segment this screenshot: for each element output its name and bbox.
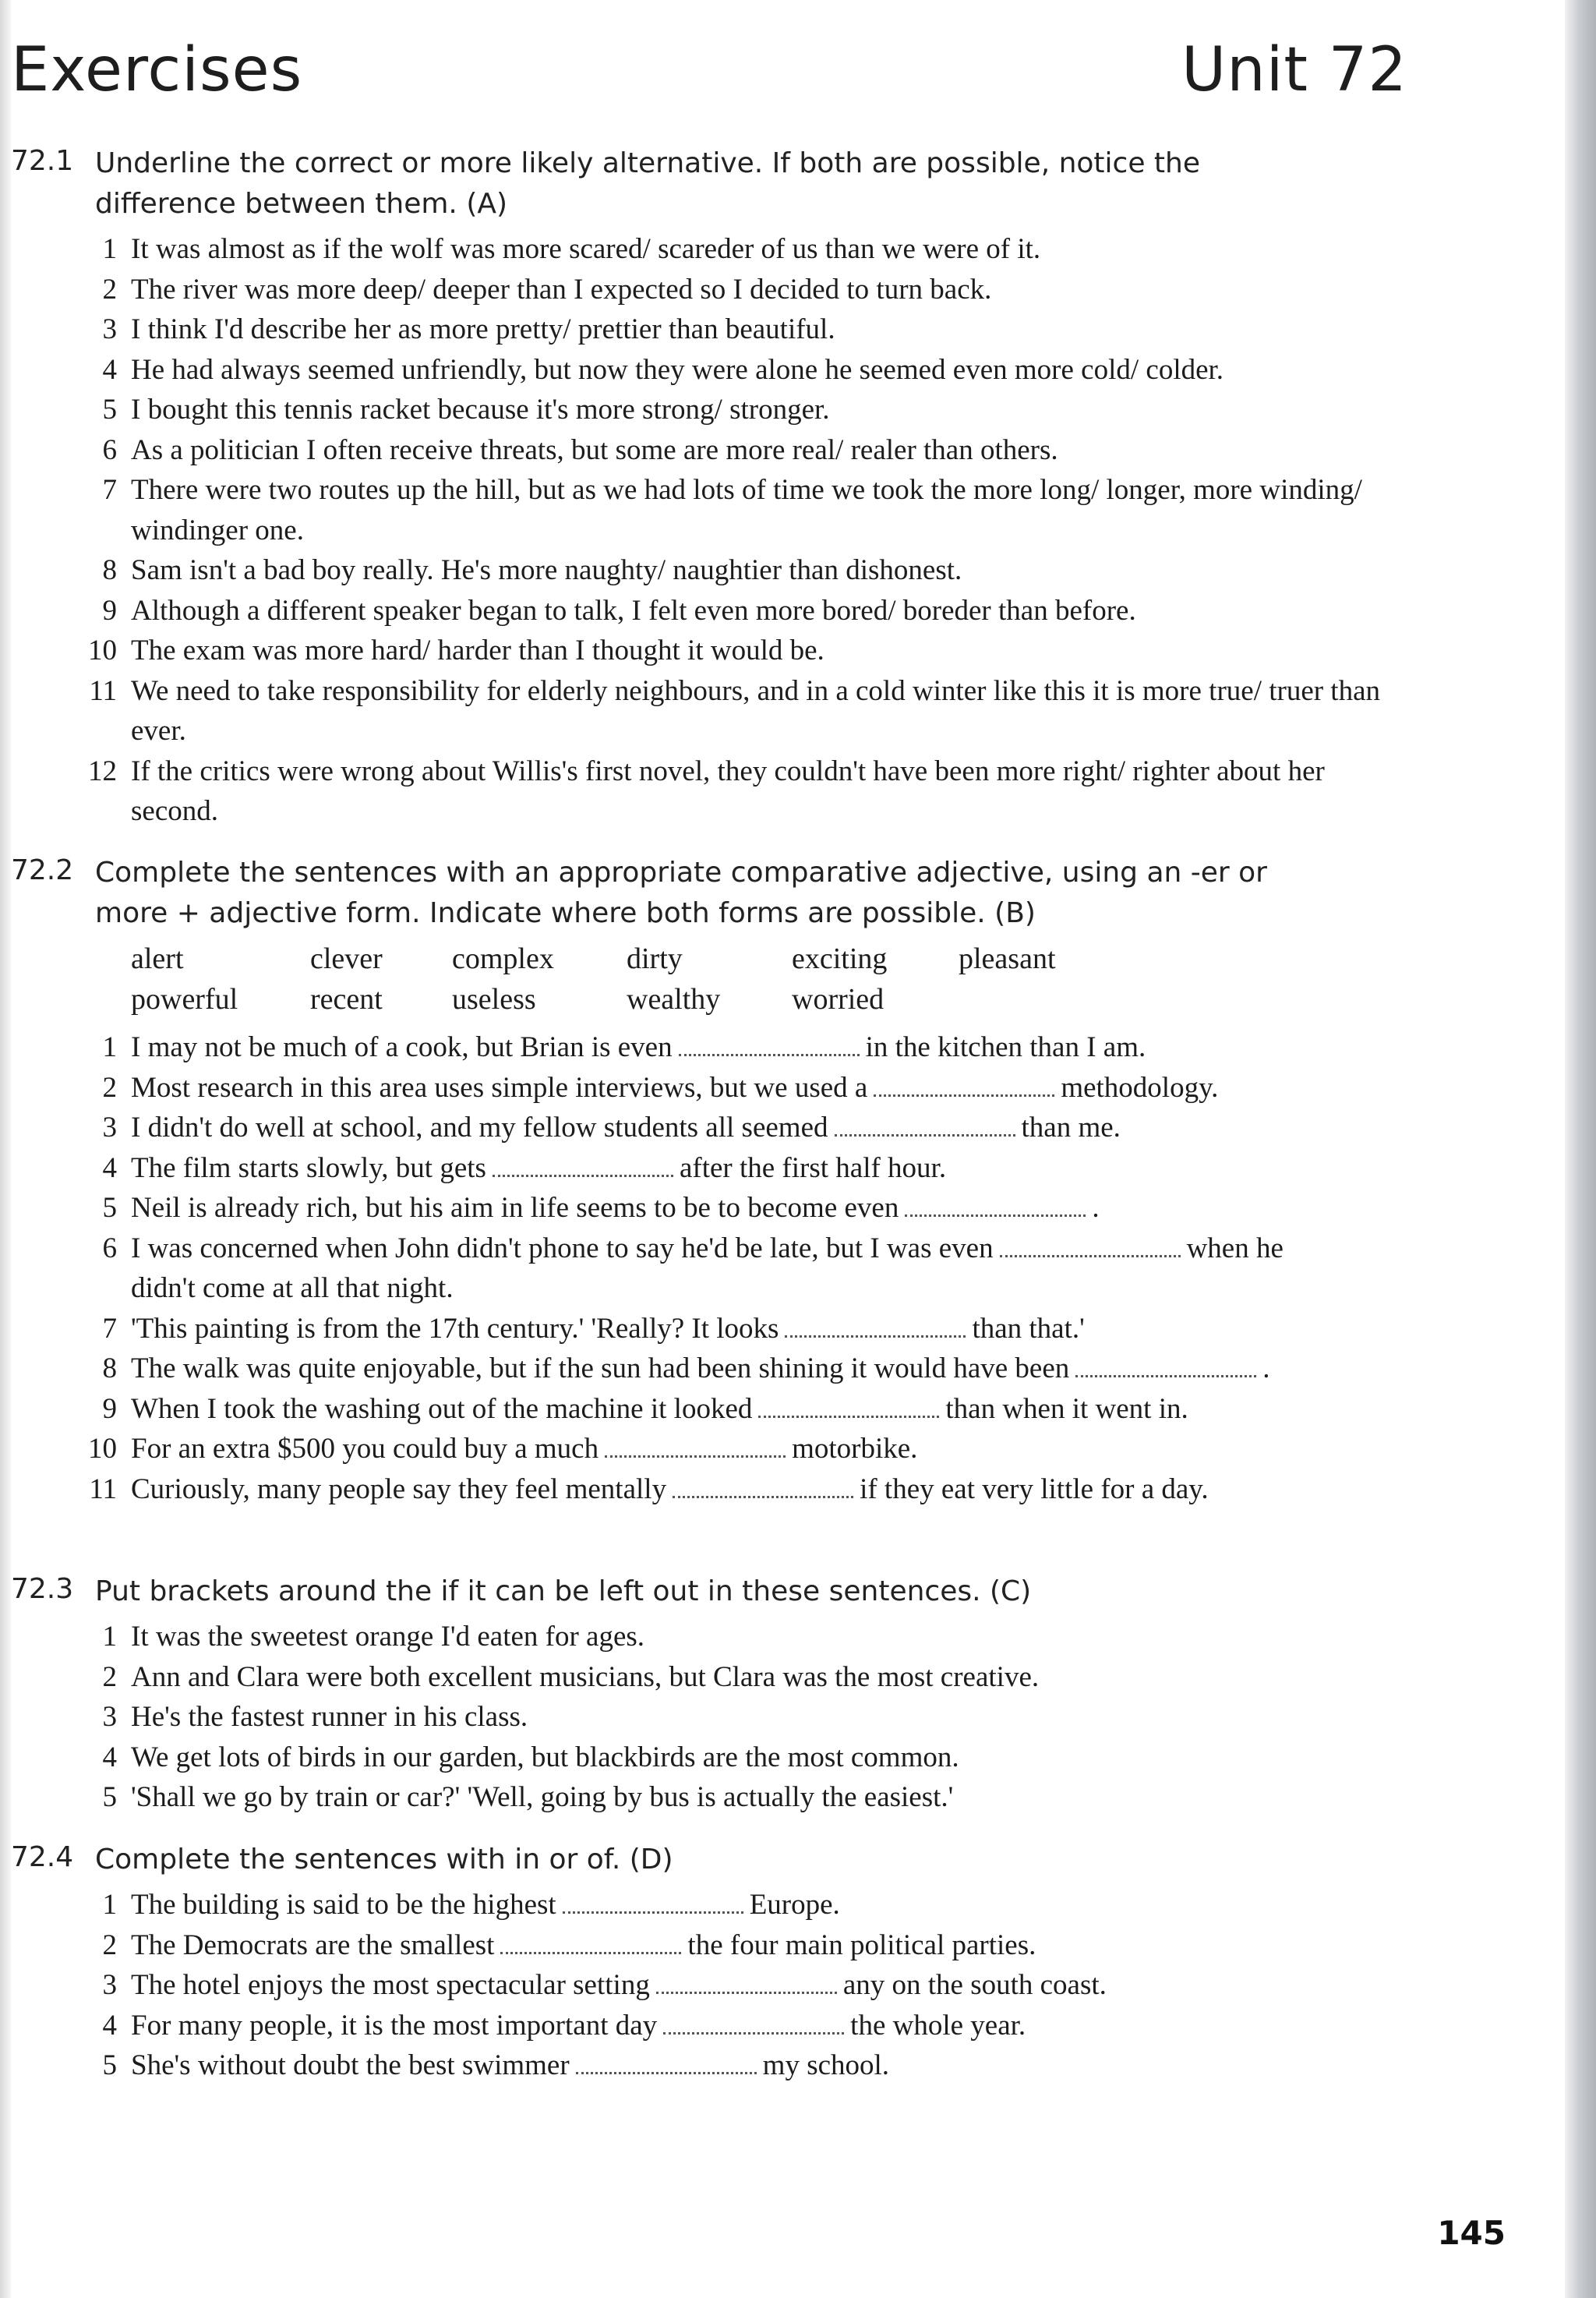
- list-item: 2 The Democrats are the smallest the four main political parties.: [102, 1929, 1036, 1961]
- answer-blank[interactable]: [679, 1032, 860, 1056]
- list-item: 8 The walk was quite enjoyable, but if the sun had been shining it would have been .: [102, 1352, 1270, 1384]
- list-item: 5 I bought this tennis racket because it's more strong/ stronger.: [102, 394, 830, 426]
- answer-blank[interactable]: [758, 1394, 939, 1418]
- list-item: 1 The building is said to be the highest Europe.: [102, 1889, 840, 1921]
- word-option: alert: [131, 942, 184, 975]
- exercise-number: 72.1: [11, 145, 74, 177]
- list-item: 3 The hotel enjoys the most spectacular setting any on the south coast.: [102, 1969, 1107, 2001]
- list-item: 7 'This painting is from the 17th century.' 'Really? It looks than that.': [102, 1312, 1085, 1345]
- answer-blank[interactable]: [874, 1073, 1054, 1097]
- exercise-instruction: Put brackets around the if it can be left out in these sentences. (C): [95, 1575, 1032, 1607]
- list-item: 11 Curiously, many people say they feel mentally if they eat very little for a day.: [89, 1472, 1209, 1505]
- page-number: 145: [1437, 2214, 1506, 2252]
- list-item: 4 We get lots of birds in our garden, but blackbirds are the most common.: [102, 1741, 959, 1773]
- list-item: 10 The exam was more hard/ harder than I thought it would be.: [88, 635, 824, 666]
- list-item: 2 The river was more deep/ deeper than I expected so I decided to turn back.: [102, 273, 992, 306]
- word-option: useless: [452, 983, 536, 1016]
- word-option: powerful: [131, 983, 238, 1016]
- word-option: dirty: [627, 942, 683, 975]
- list-item: 12 If the critics were wrong about Willis's first novel, they couldn't have been more right/ righter about her second.: [88, 755, 1325, 827]
- word-option: worried: [792, 983, 885, 1016]
- list-item: 3 I didn't do well at school, and my fellow students all seemed than me.: [102, 1112, 1121, 1144]
- answer-blank[interactable]: [493, 1153, 673, 1177]
- page-edge-right: [1565, 0, 1596, 2298]
- answer-blank[interactable]: [500, 1930, 681, 1954]
- exercise-items: [0, 229, 1481, 832]
- list-item: 1 It was the sweetest orange I'd eaten for ages.: [102, 1621, 645, 1653]
- exercise-number: 72.4: [11, 1841, 74, 1873]
- answer-blank[interactable]: [605, 1434, 786, 1458]
- list-item: 9 Although a different speaker began to talk, I felt even more bored/ boreder than before.: [102, 594, 1136, 627]
- answer-blank[interactable]: [563, 1890, 743, 1914]
- list-item: 1 I may not be much of a cook, but Brian is even in the kitchen than I am.: [102, 1031, 1146, 1063]
- word-option: recent: [310, 983, 383, 1016]
- exercise-items: [0, 1027, 1481, 1509]
- list-item: 6 I was concerned when John didn't phone to say he'd be late, but I was even when he didn't come at all that night.: [102, 1232, 1284, 1304]
- page-title: Exercises: [11, 35, 303, 105]
- answer-blank[interactable]: [663, 2010, 844, 2035]
- word-option: wealthy: [627, 983, 721, 1016]
- exercise-items: [0, 1617, 1481, 1818]
- list-item: 7 There were two routes up the hill, but as we had lots of time we took the more long/ longer, more winding/ windinger one.: [102, 474, 1362, 546]
- answer-blank[interactable]: [905, 1193, 1086, 1217]
- list-item: 5 Neil is already rich, but his aim in life seems to be to become even .: [102, 1192, 1100, 1224]
- list-item: 4 He had always seemed unfriendly, but now they were alone he seemed even more cold/ colder.: [102, 353, 1224, 386]
- word-option: pleasant: [959, 942, 1056, 975]
- answer-blank[interactable]: [1000, 1233, 1181, 1257]
- exercise-instruction: Underline the correct or more likely alternative. If both are possible, notice the difference between them. (A): [95, 147, 1201, 220]
- exercise-instruction: Complete the sentences with an appropriate comparative adjective, using an -er or more + adjective form. Indicate where both forms are possible. (B): [95, 857, 1267, 929]
- list-item: 4 The film starts slowly, but gets after the first half hour.: [102, 1151, 947, 1184]
- list-item: 9 When I took the washing out of the machine it looked than when it went in.: [102, 1392, 1188, 1425]
- answer-blank[interactable]: [576, 2050, 757, 2074]
- list-item: 5 'Shall we go by train or car?' 'Well, going by bus is actually the easiest.': [102, 1781, 954, 1813]
- list-item: 8 Sam isn't a bad boy really. He's more naughty/ naughtier than dishonest.: [102, 554, 962, 586]
- answer-blank[interactable]: [656, 1970, 837, 1994]
- word-option: clever: [310, 942, 383, 975]
- exercise-instruction: Complete the sentences with in or of. (D): [95, 1844, 673, 1876]
- list-item: 2 Most research in this area uses simple interviews, but we used a methodology.: [102, 1071, 1219, 1104]
- exercise-items: [0, 1885, 1481, 2086]
- answer-blank[interactable]: [835, 1112, 1015, 1137]
- exercise-number: 72.3: [11, 1573, 74, 1605]
- answer-blank[interactable]: [785, 1313, 966, 1338]
- word-option: exciting: [792, 942, 888, 975]
- word-option: complex: [452, 942, 554, 975]
- unit-title: Unit 72: [1181, 35, 1407, 105]
- list-item: 2 Ann and Clara were both excellent musicians, but Clara was the most creative.: [102, 1660, 1040, 1693]
- list-item: 3 I think I'd describe her as more pretty/ prettier than beautiful.: [102, 313, 835, 345]
- list-item: 6 As a politician I often receive threats, but some are more real/ realer than others.: [102, 433, 1058, 466]
- list-item: 10 For an extra $500 you could buy a much motorbike.: [88, 1433, 918, 1465]
- list-item: 11 We need to take responsibility for elderly neighbours, and in a cold winter like this it is more true/ truer than ever.: [89, 674, 1381, 747]
- list-item: 4 For many people, it is the most important day the whole year.: [102, 2009, 1026, 2042]
- list-item: 3 He's the fastest runner in his class.: [102, 1701, 528, 1733]
- list-item: 1 It was almost as if the wolf was more scared/ scareder of us than we were of it.: [102, 233, 1041, 265]
- list-item: 5 She's without doubt the best swimmer my school.: [102, 2049, 890, 2081]
- answer-blank[interactable]: [673, 1474, 853, 1498]
- exercise-number: 72.2: [11, 854, 74, 886]
- answer-blank[interactable]: [1075, 1353, 1256, 1377]
